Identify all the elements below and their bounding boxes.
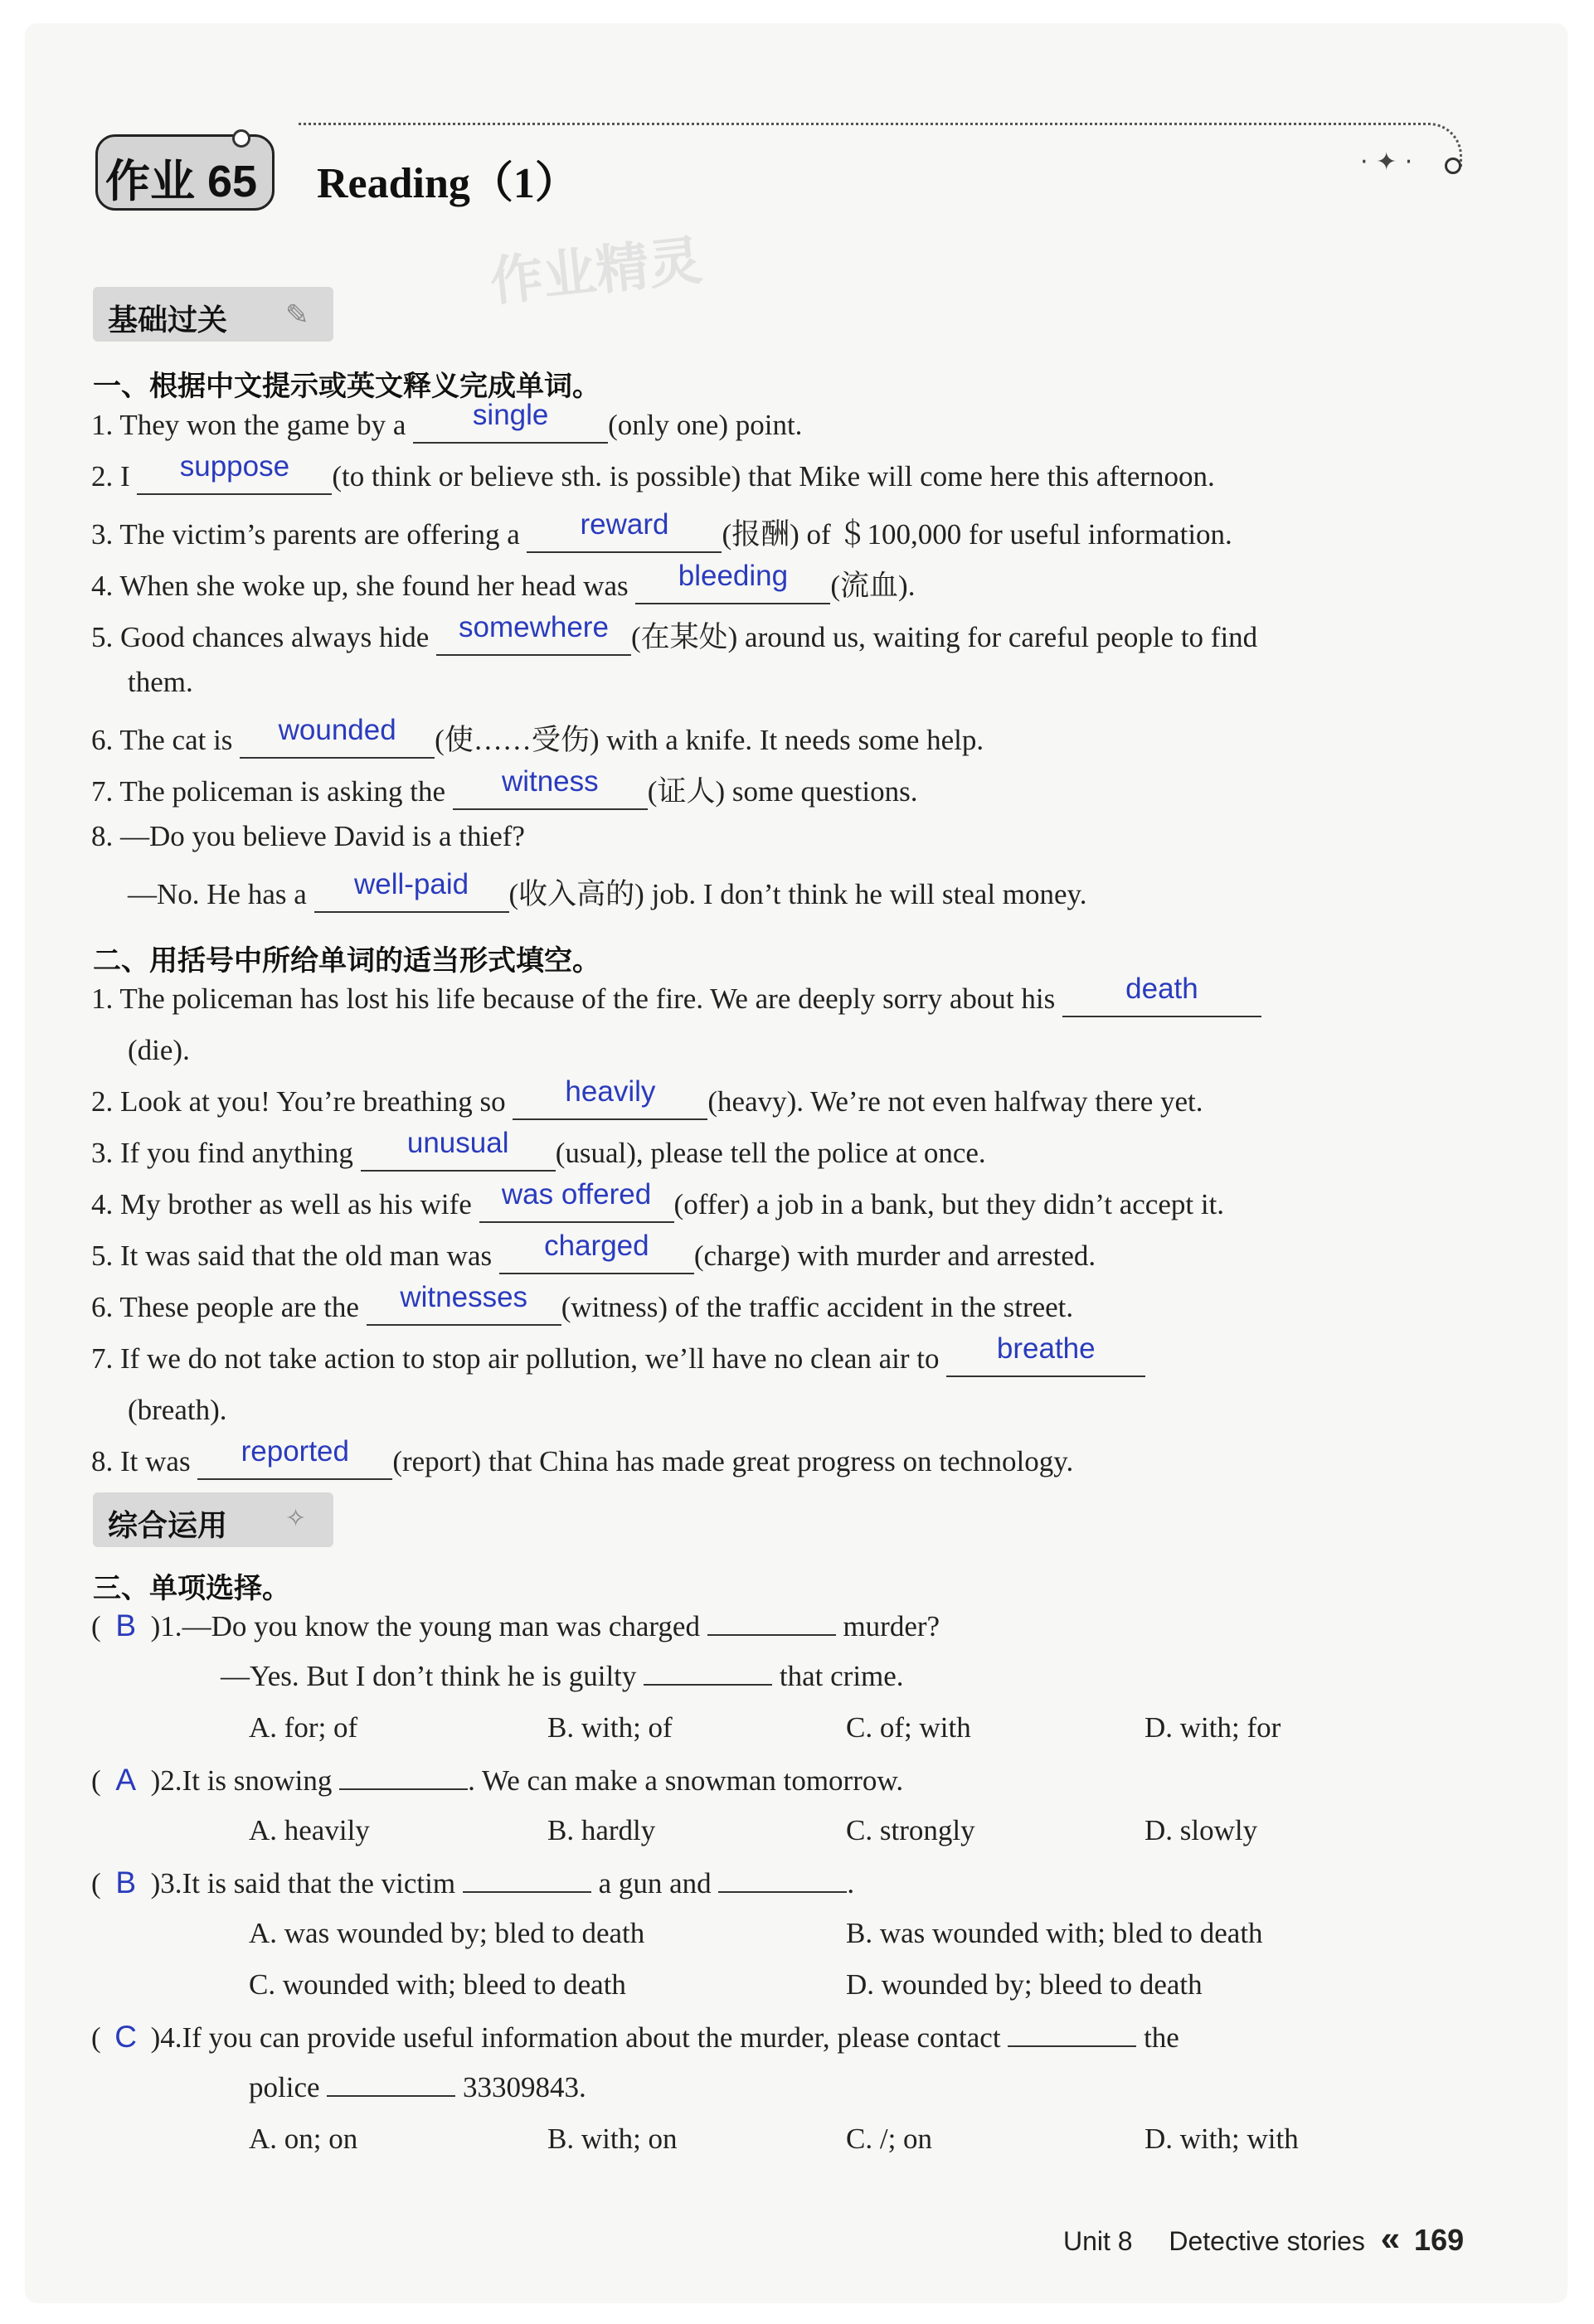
header-end-ring-icon bbox=[1445, 158, 1461, 174]
section-title-comprehensive: 综合运用 bbox=[108, 1509, 228, 1543]
list-item: 7. The policeman is asking the witness (证人) some questions. bbox=[91, 769, 917, 810]
header-ring-icon bbox=[232, 129, 250, 148]
list-item: 7. If we do not take action to stop air pollution, we’ll have no clean air to breathe bbox=[91, 1342, 1145, 1377]
option[interactable]: D. with; for bbox=[1144, 1711, 1281, 1744]
list-item: 5. Good chances always hide somewhere (在某处) around us, waiting for careful people to find bbox=[91, 614, 1257, 656]
option[interactable]: B. with; on bbox=[547, 2123, 678, 2155]
lesson-title: Reading（1） bbox=[317, 160, 578, 207]
answer-blank[interactable]: bleeding bbox=[678, 560, 789, 592]
footer-title: Detective stories bbox=[1169, 2226, 1365, 2256]
pencil-icon: ✎ bbox=[285, 298, 309, 332]
part2-heading: 二、用括号中所给单词的适当形式填空。 bbox=[93, 944, 600, 978]
option[interactable]: A. on; on bbox=[249, 2123, 358, 2155]
answer-blank[interactable]: suppose bbox=[179, 450, 290, 483]
option[interactable]: C. wounded with; bleed to death bbox=[249, 1968, 626, 2001]
footer bbox=[1063, 2219, 1464, 2259]
mc-question-line2: police 33309843. bbox=[249, 2071, 586, 2103]
option[interactable]: B. hardly bbox=[547, 1814, 656, 1846]
list-item-continued: them. bbox=[128, 666, 193, 698]
answer-blank[interactable]: single bbox=[472, 399, 549, 431]
answer-blank[interactable]: breathe bbox=[996, 1332, 1096, 1365]
option[interactable]: B. was wounded with; bled to death bbox=[846, 1917, 1263, 1949]
option[interactable]: B. with; of bbox=[547, 1711, 673, 1744]
answer-blank[interactable]: somewhere bbox=[459, 611, 609, 643]
list-item: 1. The policeman has lost his life because of the fire. We are deeply sorry about his death bbox=[91, 982, 1261, 1017]
answer-blank[interactable]: death bbox=[1125, 973, 1198, 1005]
option[interactable]: A. for; of bbox=[249, 1711, 358, 1744]
page-number: 169 bbox=[1414, 2223, 1465, 2257]
mc-question-line2: —Yes. But I don’t think he is guilty that crime. bbox=[221, 1660, 904, 1692]
list-item: 6. These people are the witnesses (witness) of the traffic accident in the street. bbox=[91, 1291, 1073, 1326]
answer-blank[interactable]: was offered bbox=[501, 1178, 652, 1211]
header-badge-label: 作业 65 bbox=[105, 157, 258, 206]
list-item: —No. He has a well-paid (收入高的) job. I don’t think he will steal money. bbox=[128, 871, 1087, 913]
mc-question: ( B )1.—Do you know the young man was charged murder? bbox=[91, 1608, 940, 1642]
answer-choice[interactable]: A bbox=[115, 1763, 136, 1797]
option[interactable]: D. wounded by; bleed to death bbox=[846, 1968, 1203, 2001]
list-item: 1. They won the game by a single (only one) point. bbox=[91, 409, 802, 444]
answer-blank[interactable]: reward bbox=[580, 508, 669, 541]
option[interactable]: C. /; on bbox=[846, 2123, 933, 2155]
answer-blank[interactable]: well-paid bbox=[353, 868, 469, 900]
answer-blank[interactable]: witnesses bbox=[400, 1281, 528, 1313]
double-chevron-icon: « bbox=[1380, 2219, 1401, 2258]
answer-blank[interactable]: witness bbox=[501, 765, 599, 798]
list-item: 3. If you find anything unusual (usual), please tell the police at once. bbox=[91, 1137, 986, 1172]
watermark: 作业精灵 bbox=[487, 230, 705, 313]
list-item: 2. I suppose (to think or believe sth. is possible) that Mike will come here this afternoon. bbox=[91, 460, 1215, 495]
list-item: 3. The victim’s parents are offering a reward (报酬) of ＄100,000 for useful information. bbox=[91, 512, 1232, 553]
option[interactable]: C. strongly bbox=[846, 1814, 975, 1846]
list-item: 5. It was said that the old man was charged (charge) with murder and arrested. bbox=[91, 1240, 1096, 1274]
workbook-page bbox=[25, 23, 1567, 2303]
answer-choice[interactable]: C bbox=[114, 2020, 138, 2054]
list-item-continued: (die). bbox=[128, 1034, 190, 1066]
sparkle-icon: ✧ bbox=[285, 1504, 307, 1533]
option[interactable]: C. of; with bbox=[846, 1711, 971, 1744]
option[interactable]: D. with; with bbox=[1144, 2123, 1299, 2155]
header-dotted-line bbox=[299, 123, 1462, 167]
answer-blank[interactable]: wounded bbox=[278, 714, 396, 746]
footer-unit: Unit 8 bbox=[1063, 2226, 1133, 2256]
list-item: 4. My brother as well as his wife was offered (offer) a job in a bank, but they didn’t accept it. bbox=[91, 1188, 1224, 1223]
sparkle-icon: · ✦ · bbox=[1360, 148, 1413, 177]
section-banner-basic bbox=[93, 287, 333, 342]
list-item-continued: (breath). bbox=[128, 1394, 227, 1426]
list-item: 6. The cat is wounded (使……受伤) with a knife. It needs some help. bbox=[91, 717, 984, 759]
part1-heading: 一、根据中文提示或英文释义完成单词。 bbox=[93, 370, 600, 403]
mc-question: ( C )4.If you can provide useful information about the murder, please contact the bbox=[91, 2020, 1179, 2054]
answer-blank[interactable]: heavily bbox=[565, 1075, 656, 1108]
list-item: 4. When she woke up, she found her head was bleeding (流血). bbox=[91, 563, 915, 604]
option[interactable]: D. slowly bbox=[1144, 1814, 1258, 1846]
section-title-basic: 基础过关 bbox=[108, 303, 228, 337]
answer-choice[interactable]: B bbox=[115, 1608, 136, 1642]
answer-choice[interactable]: B bbox=[115, 1866, 136, 1899]
mc-question: ( B )3.It is said that the victim a gun and . bbox=[91, 1866, 855, 1899]
answer-blank[interactable]: reported bbox=[241, 1435, 349, 1468]
list-item: 8. It was reported (report) that China has made great progress on technology. bbox=[91, 1445, 1073, 1480]
section-banner-comprehensive bbox=[93, 1492, 333, 1547]
list-item: 8. —Do you believe David is a thief? bbox=[91, 820, 525, 852]
list-item: 2. Look at you! You’re breathing so heavily (heavy). We’re not even halfway there yet. bbox=[91, 1085, 1203, 1120]
mc-question: ( A )2.It is snowing . We can make a snowman tomorrow. bbox=[91, 1763, 904, 1797]
answer-blank[interactable]: charged bbox=[544, 1230, 649, 1262]
part3-heading: 三、单项选择。 bbox=[93, 1572, 290, 1605]
answer-blank[interactable]: unusual bbox=[406, 1127, 509, 1159]
option[interactable]: A. was wounded by; bled to death bbox=[249, 1917, 645, 1949]
option[interactable]: A. heavily bbox=[249, 1814, 370, 1846]
